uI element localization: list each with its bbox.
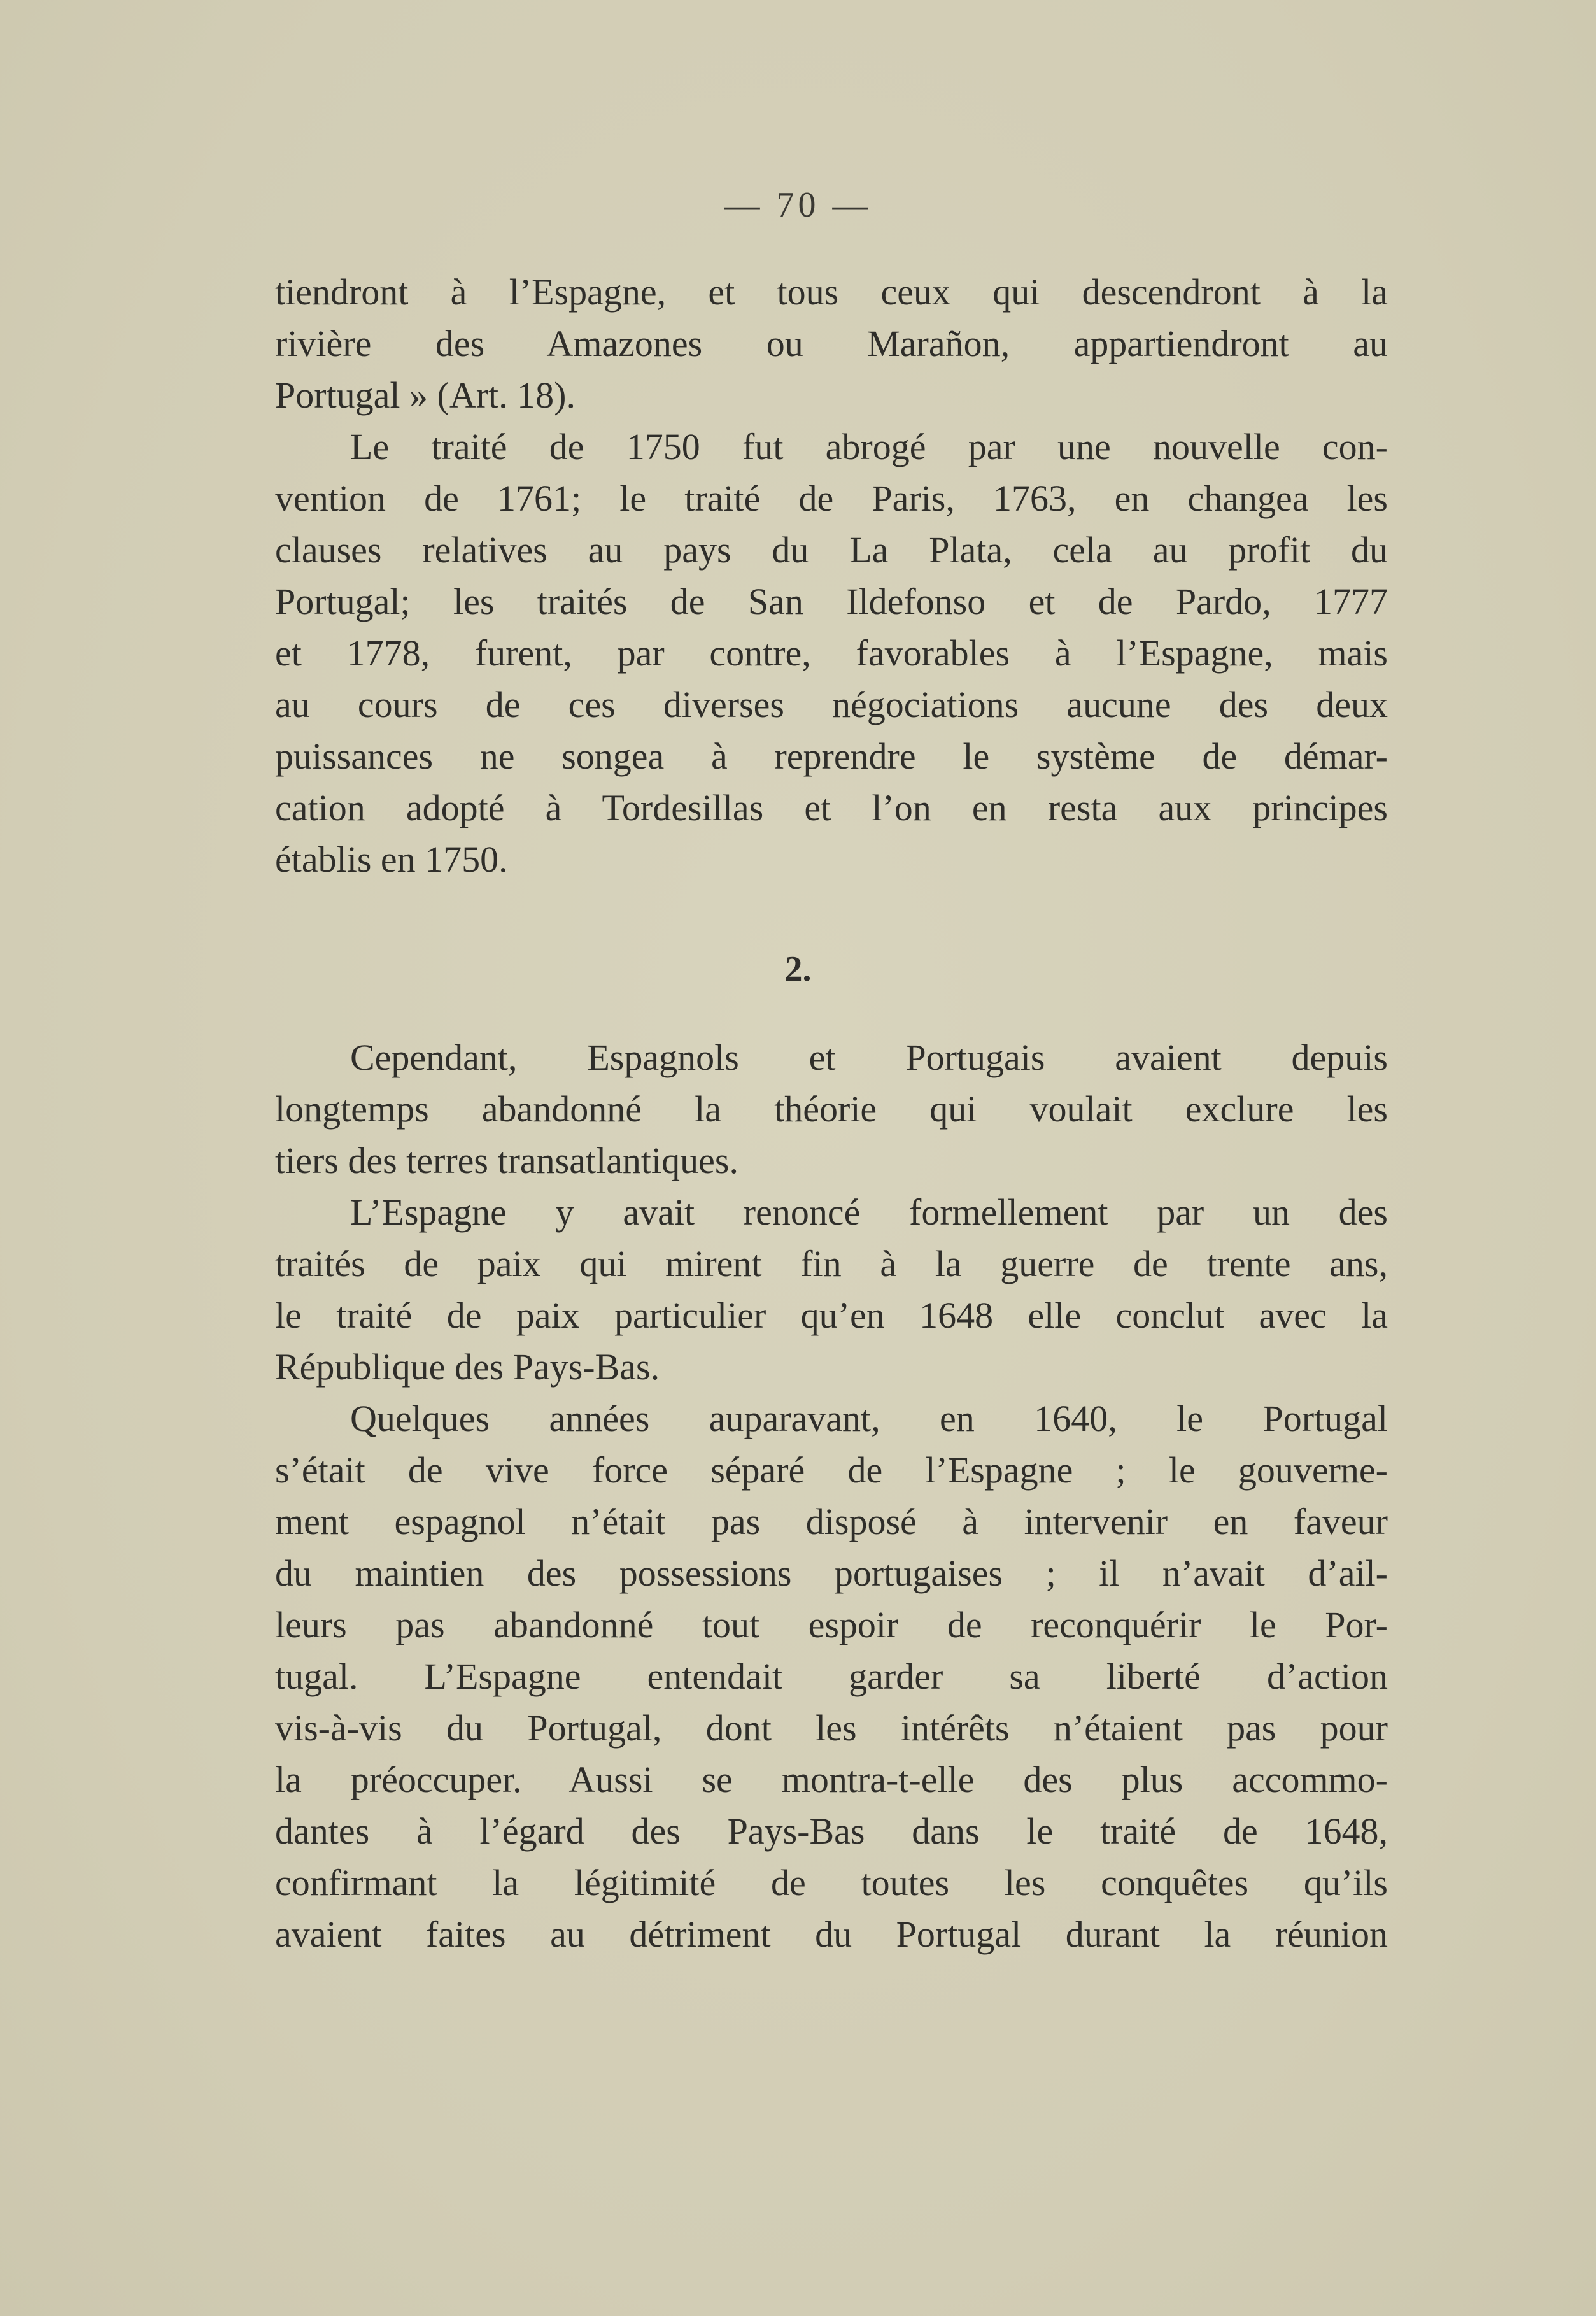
text-line: ment espagnol n’était pas disposé à intervenir en faveur: [275, 1501, 1388, 1542]
text-line: cation adopté à Tordesillas et l’on en resta aux principes: [275, 787, 1388, 828]
text-line: rivière des Amazones ou Marañon, appartiendront au: [275, 323, 1388, 364]
text-line: au cours de ces diverses négociations aucune des deux: [275, 684, 1388, 725]
text-line: traités de paix qui mirent fin à la guerre de trente ans,: [275, 1243, 1388, 1284]
text-line: s’était de vive force séparé de l’Espagne ; le gouverne-: [275, 1449, 1388, 1491]
text-line: longtemps abandonné la théorie qui voulait exclure les: [275, 1088, 1388, 1130]
text-line: avaient faites au détriment du Portugal durant la réunion: [275, 1914, 1388, 1955]
text-line: établis en 1750.: [275, 839, 508, 880]
text-line: Le traité de 1750 fut abrogé par une nouvelle con-: [350, 426, 1388, 467]
text-line: Quelques années auparavant, en 1640, le Portugal: [350, 1398, 1388, 1439]
text-line: L’Espagne y avait renoncé formellement par un des: [350, 1191, 1388, 1233]
text-line: tiendront à l’Espagne, et tous ceux qui descendront à la: [275, 271, 1388, 313]
text-line: Portugal » (Art. 18).: [275, 374, 576, 416]
text-block-2: [275, 1032, 1388, 1960]
page-number: — 70 —: [724, 185, 872, 225]
text-line: leurs pas abandonné tout espoir de reconquérir le Por-: [275, 1604, 1388, 1645]
text-line: dantes à l’égard des Pays-Bas dans le traité de 1648,: [275, 1810, 1388, 1852]
text-line: vis-à-vis du Portugal, dont les intérêts n’étaient pas pour: [275, 1707, 1388, 1749]
text-line: confirmant la légitimité de toutes les conquêtes qu’ils: [275, 1862, 1388, 1903]
text-line: République des Pays-Bas.: [275, 1346, 660, 1388]
section-heading: 2.: [784, 949, 812, 989]
text-line: clauses relatives au pays du La Plata, cela au profit du: [275, 529, 1388, 571]
text-line: et 1778, furent, par contre, favorables à l’Espagne, mais: [275, 632, 1388, 674]
text-line: du maintien des possessions portugaises ; il n’avait d’ail-: [275, 1552, 1388, 1594]
text-line: Portugal; les traités de San Ildefonso et de Pardo, 1777: [275, 581, 1388, 622]
text-line: tiers des terres transatlantiques.: [275, 1140, 738, 1181]
text-line: le traité de paix particulier qu’en 1648 elle conclut avec la: [275, 1295, 1388, 1336]
text-line: vention de 1761; le traité de Paris, 1763, en changea les: [275, 478, 1388, 519]
text-block-1: [275, 266, 1388, 885]
text-line: Cependant, Espagnols et Portugais avaient depuis: [350, 1037, 1388, 1078]
text-line: tugal. L’Espagne entendait garder sa liberté d’action: [275, 1656, 1388, 1697]
text-line: la préoccuper. Aussi se montra-t-elle des plus accommo-: [275, 1759, 1388, 1800]
text-line: puissances ne songea à reprendre le système de démar-: [275, 735, 1388, 777]
